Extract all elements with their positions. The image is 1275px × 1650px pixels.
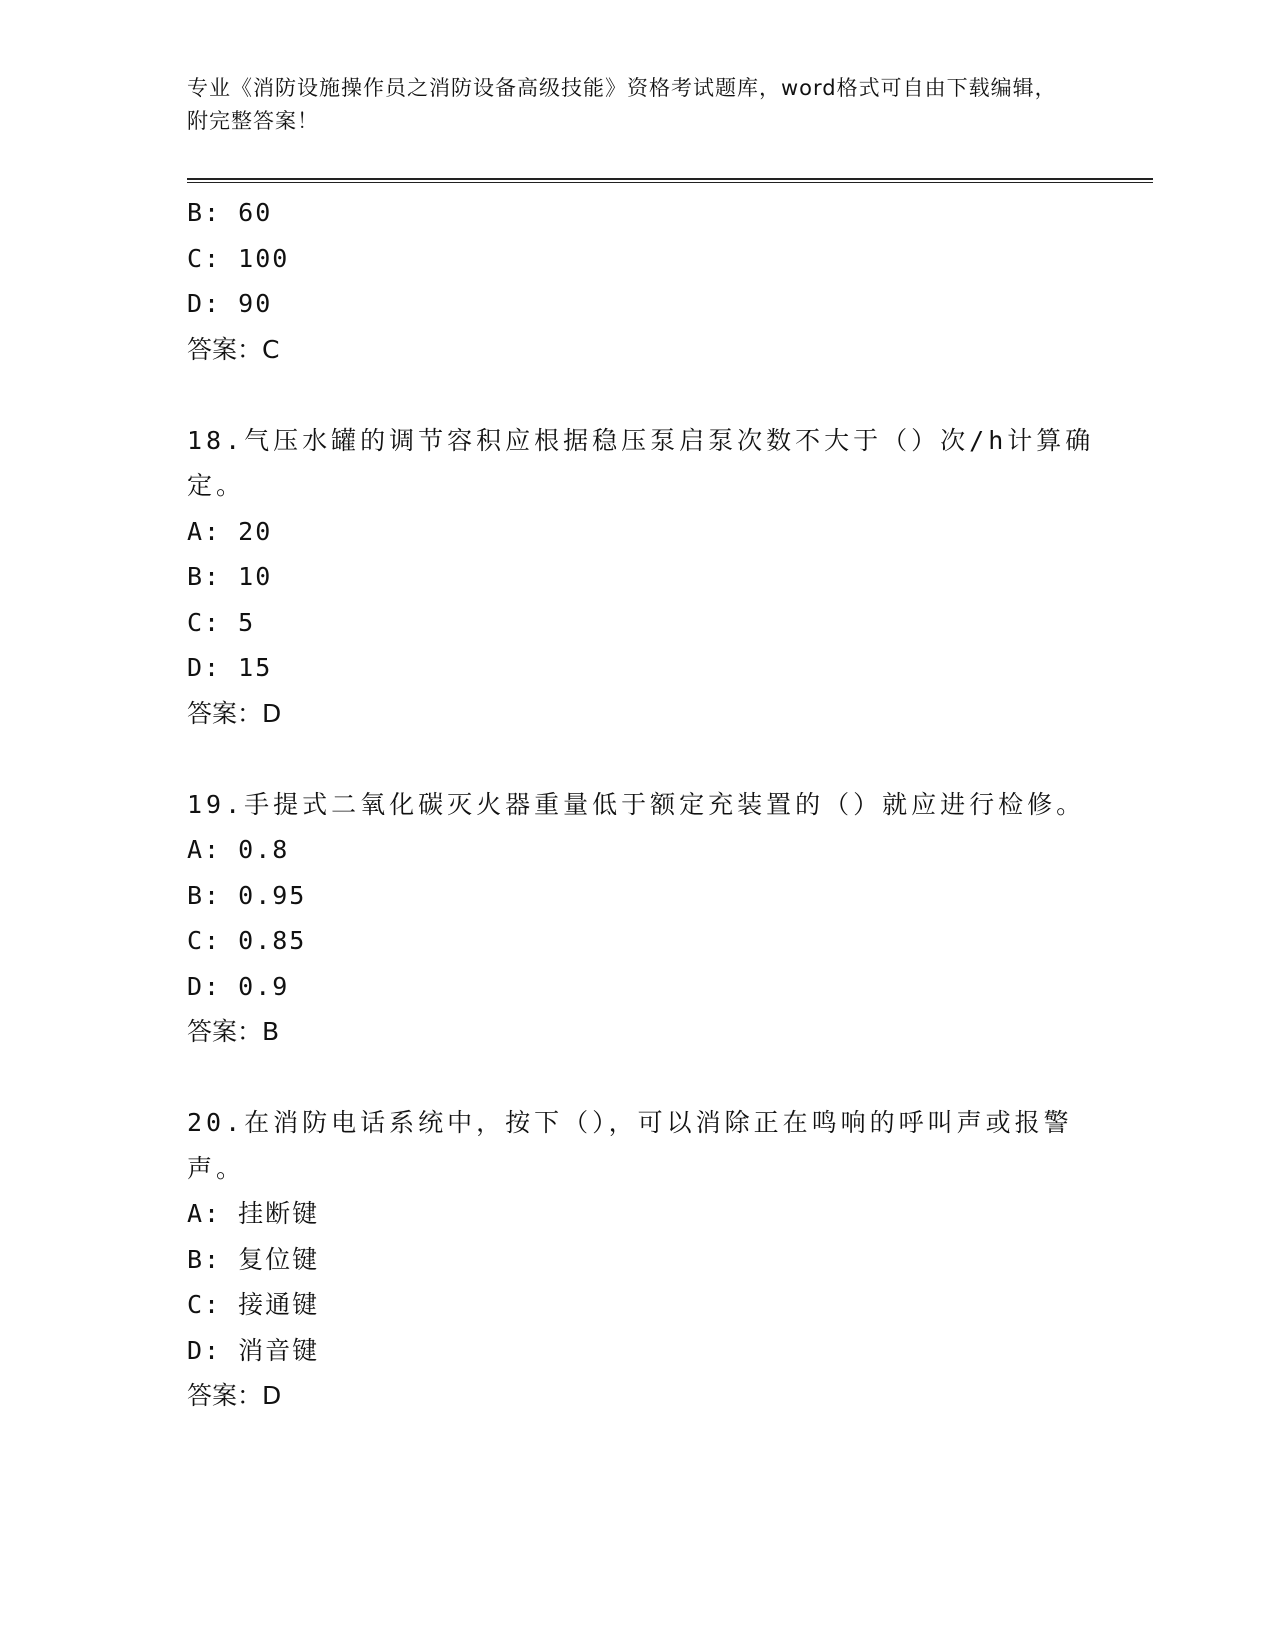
- answer-line: 答案：D: [187, 1381, 282, 1410]
- question-text: 19.手提式二氧化碳灭火器重量低于额定充装置的（）就应进行检修。: [187, 789, 1086, 819]
- question-20: [187, 1100, 1097, 1419]
- question-text: 20.在消防电话系统中，按下（），可以消除正在鸣响的呼叫声或报警声。: [187, 1108, 1073, 1183]
- answer-line: 答案：C: [187, 334, 280, 364]
- question-content: [187, 190, 1097, 1419]
- question-19: [187, 782, 1097, 1055]
- option-a: A: 0.8: [187, 835, 290, 864]
- option-c: C: 0.85: [187, 926, 307, 955]
- option-d: D: 90: [187, 289, 273, 318]
- option-b: B: 10: [187, 562, 273, 591]
- question-text: 18.气压水罐的调节容积应根据稳压泵启泵次数不大于（）次/h计算确定。: [187, 425, 1095, 500]
- option-b: B: 60: [187, 198, 273, 227]
- option-d: D: 15: [187, 653, 273, 682]
- option-c: C: 5: [187, 607, 256, 637]
- question-fragment: [187, 190, 1097, 372]
- option-b: B: 0.95: [187, 880, 307, 910]
- option-c: C: 接通键: [187, 1290, 320, 1319]
- option-a: A: 20: [187, 516, 273, 546]
- option-a: A: 挂断键: [187, 1199, 320, 1228]
- header-divider: [187, 178, 1153, 180]
- question-18: [187, 418, 1097, 737]
- document-header: 专业《消防设施操作员之消防设备高级技能》资格考试题库，word格式可自由下载编辑，附完整答案！: [187, 76, 1057, 133]
- option-d: D: 0.9: [187, 971, 290, 1001]
- header-divider-thin: [187, 182, 1153, 183]
- option-d: D: 消音键: [187, 1335, 320, 1365]
- option-c: C: 100: [187, 243, 290, 273]
- option-b: B: 复位键: [187, 1244, 320, 1274]
- answer-line: 答案：D: [187, 698, 282, 728]
- answer-line: 答案：B: [187, 1017, 280, 1046]
